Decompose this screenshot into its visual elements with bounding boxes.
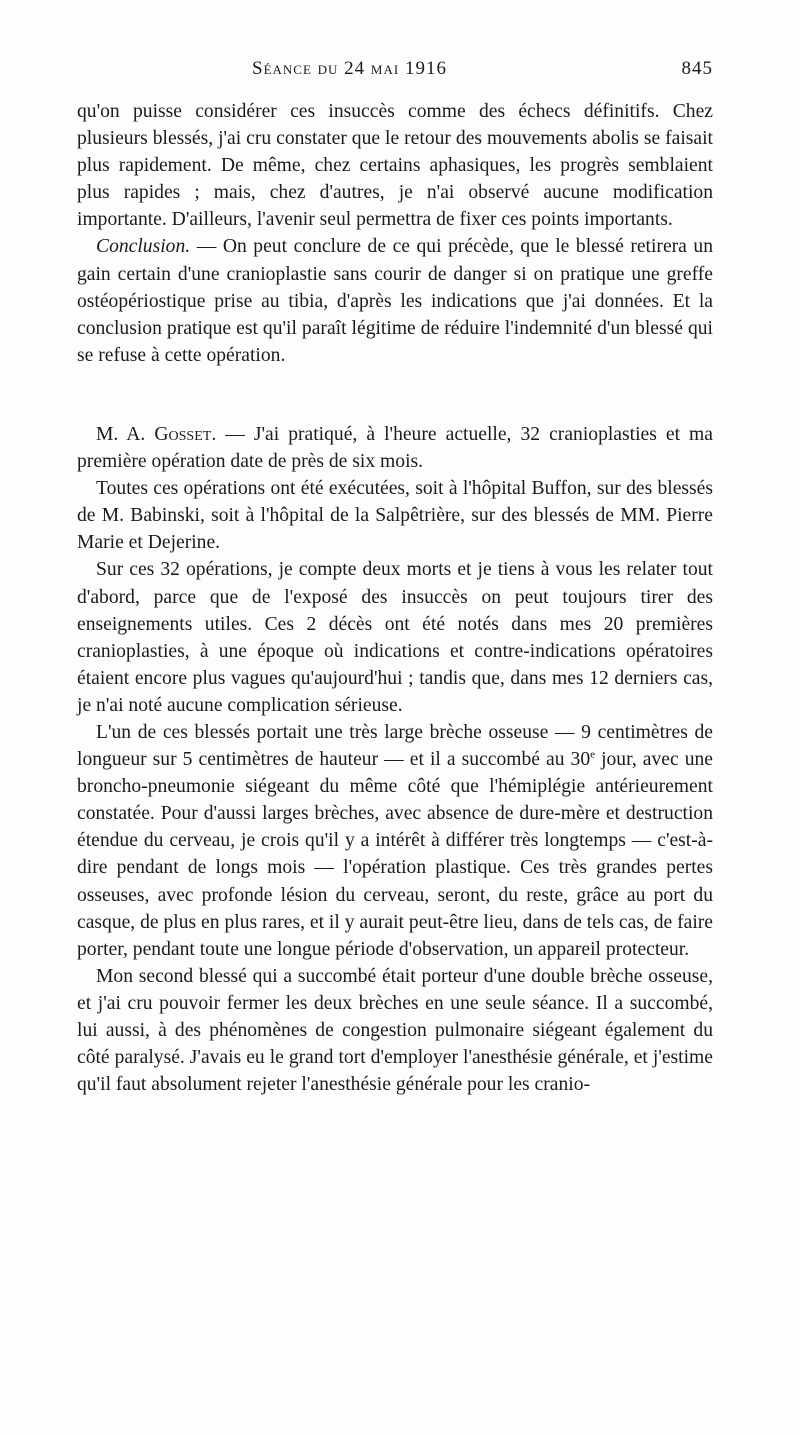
paragraph-4: Toutes ces opérations ont été exécutées, soit à l'hôpital Buffon, sur des blessés de M. Babinski, soit à l'hôpital de la Salpêtrière, sur des blessés de MM. Pierre Marie et Dejerine. <box>77 478 713 554</box>
paragraph-6-start: L'un de ces blessés portait une très large brèche osseuse — 9 centimètres de longueur sur 5 centimètres de hauteur — et il a succombé au 30 <box>77 721 713 771</box>
paragraph-conclusion <box>77 233 713 368</box>
speaker-name: Gosset <box>154 423 212 445</box>
gosset-text: . — J'ai pratiqué, à l'heure actuelle, 32 cranioplasties et ma première opération date de près de six mois. <box>77 423 713 473</box>
ordinal-superscript: e <box>590 748 596 761</box>
page-number: 845 <box>681 58 713 79</box>
paragraph-6 <box>77 719 713 963</box>
conclusion-text: — On peut conclure de ce qui précède, que le blessé retirera un gain certain d'une cranioplastie sans courir de danger si on pratique une greffe ostéopériostique prise au tibia, d'après les indications que j'ai données. Et la conclusion pratique est qu'il paraît légitime de réduire l'indemnité d'un blessé qui se refuse à cette opération. <box>77 236 713 366</box>
paragraph-5: Sur ces 32 opérations, je compte deux morts et je tiens à vous les relater tout d'abord, parce que de l'exposé des insuccès on peut toujours tirer des enseignements utiles. Ces 2 décès ont été notés dans mes 20 premières cranioplasties, à une époque où indications et contre-indications opératoires étaient encore plus vagues qu'aujourd'hui ; tandis que, dans mes 12 derniers cas, je n'ai noté aucune complication sérieuse. <box>77 559 713 716</box>
paragraph-6-end: jour, avec une broncho-pneumonie siégeant du même côté que l'hémiplégie antérieurement constatée. Pour d'aussi larges brèches, avec absence de dure-mère et destruction étendue du cerveau, je crois qu'il y a intérêt à différer très longtemps — c'est-à-dire pendant de longs mois — l'opération plastique. Ces très grandes pertes osseuses, avec profonde lésion du cerveau, seront, du reste, grâce au port du casque, de plus en plus rares, et il y aurait peut-être lieu, dans de tels cas, de faire porter, pendant toute une longue période d'observation, un appareil protecteur. <box>77 749 714 960</box>
paragraph-1: qu'on puisse considérer ces insuccès comme des échecs définitifs. Chez plusieurs blessés, j'ai cru constater que le retour des mouvements abolis se faisait plus rapidement. De même, chez certains aphasiques, les progrès semblaient plus rapides ; mais, chez d'autres, je n'ai observé aucune modification importante. D'ailleurs, l'avenir seul permettra de fixer ces points importants. <box>77 101 713 231</box>
section-gap <box>77 369 713 421</box>
paragraph-7: Mon second blessé qui a succombé était porteur d'une double brèche osseuse, et j'ai cru pouvoir fermer les deux brèches en une seule séance. Il a succombé, lui aussi, à des phénomènes de congestion pulmonaire siégeant également du côté paralysé. J'avais eu le grand tort d'employer l'anesthésie générale, et j'estime qu'il faut absolument rejeter l'anesthésie générale pour les cranio- <box>77 965 713 1096</box>
running-head <box>77 58 713 98</box>
running-title: Séance du 24 mai 1916 <box>252 58 447 79</box>
book-page <box>77 58 713 1098</box>
paragraph-gosset <box>77 421 713 475</box>
conclusion-label: Conclusion. <box>96 236 191 258</box>
speaker-prefix: M. A. <box>96 423 155 445</box>
